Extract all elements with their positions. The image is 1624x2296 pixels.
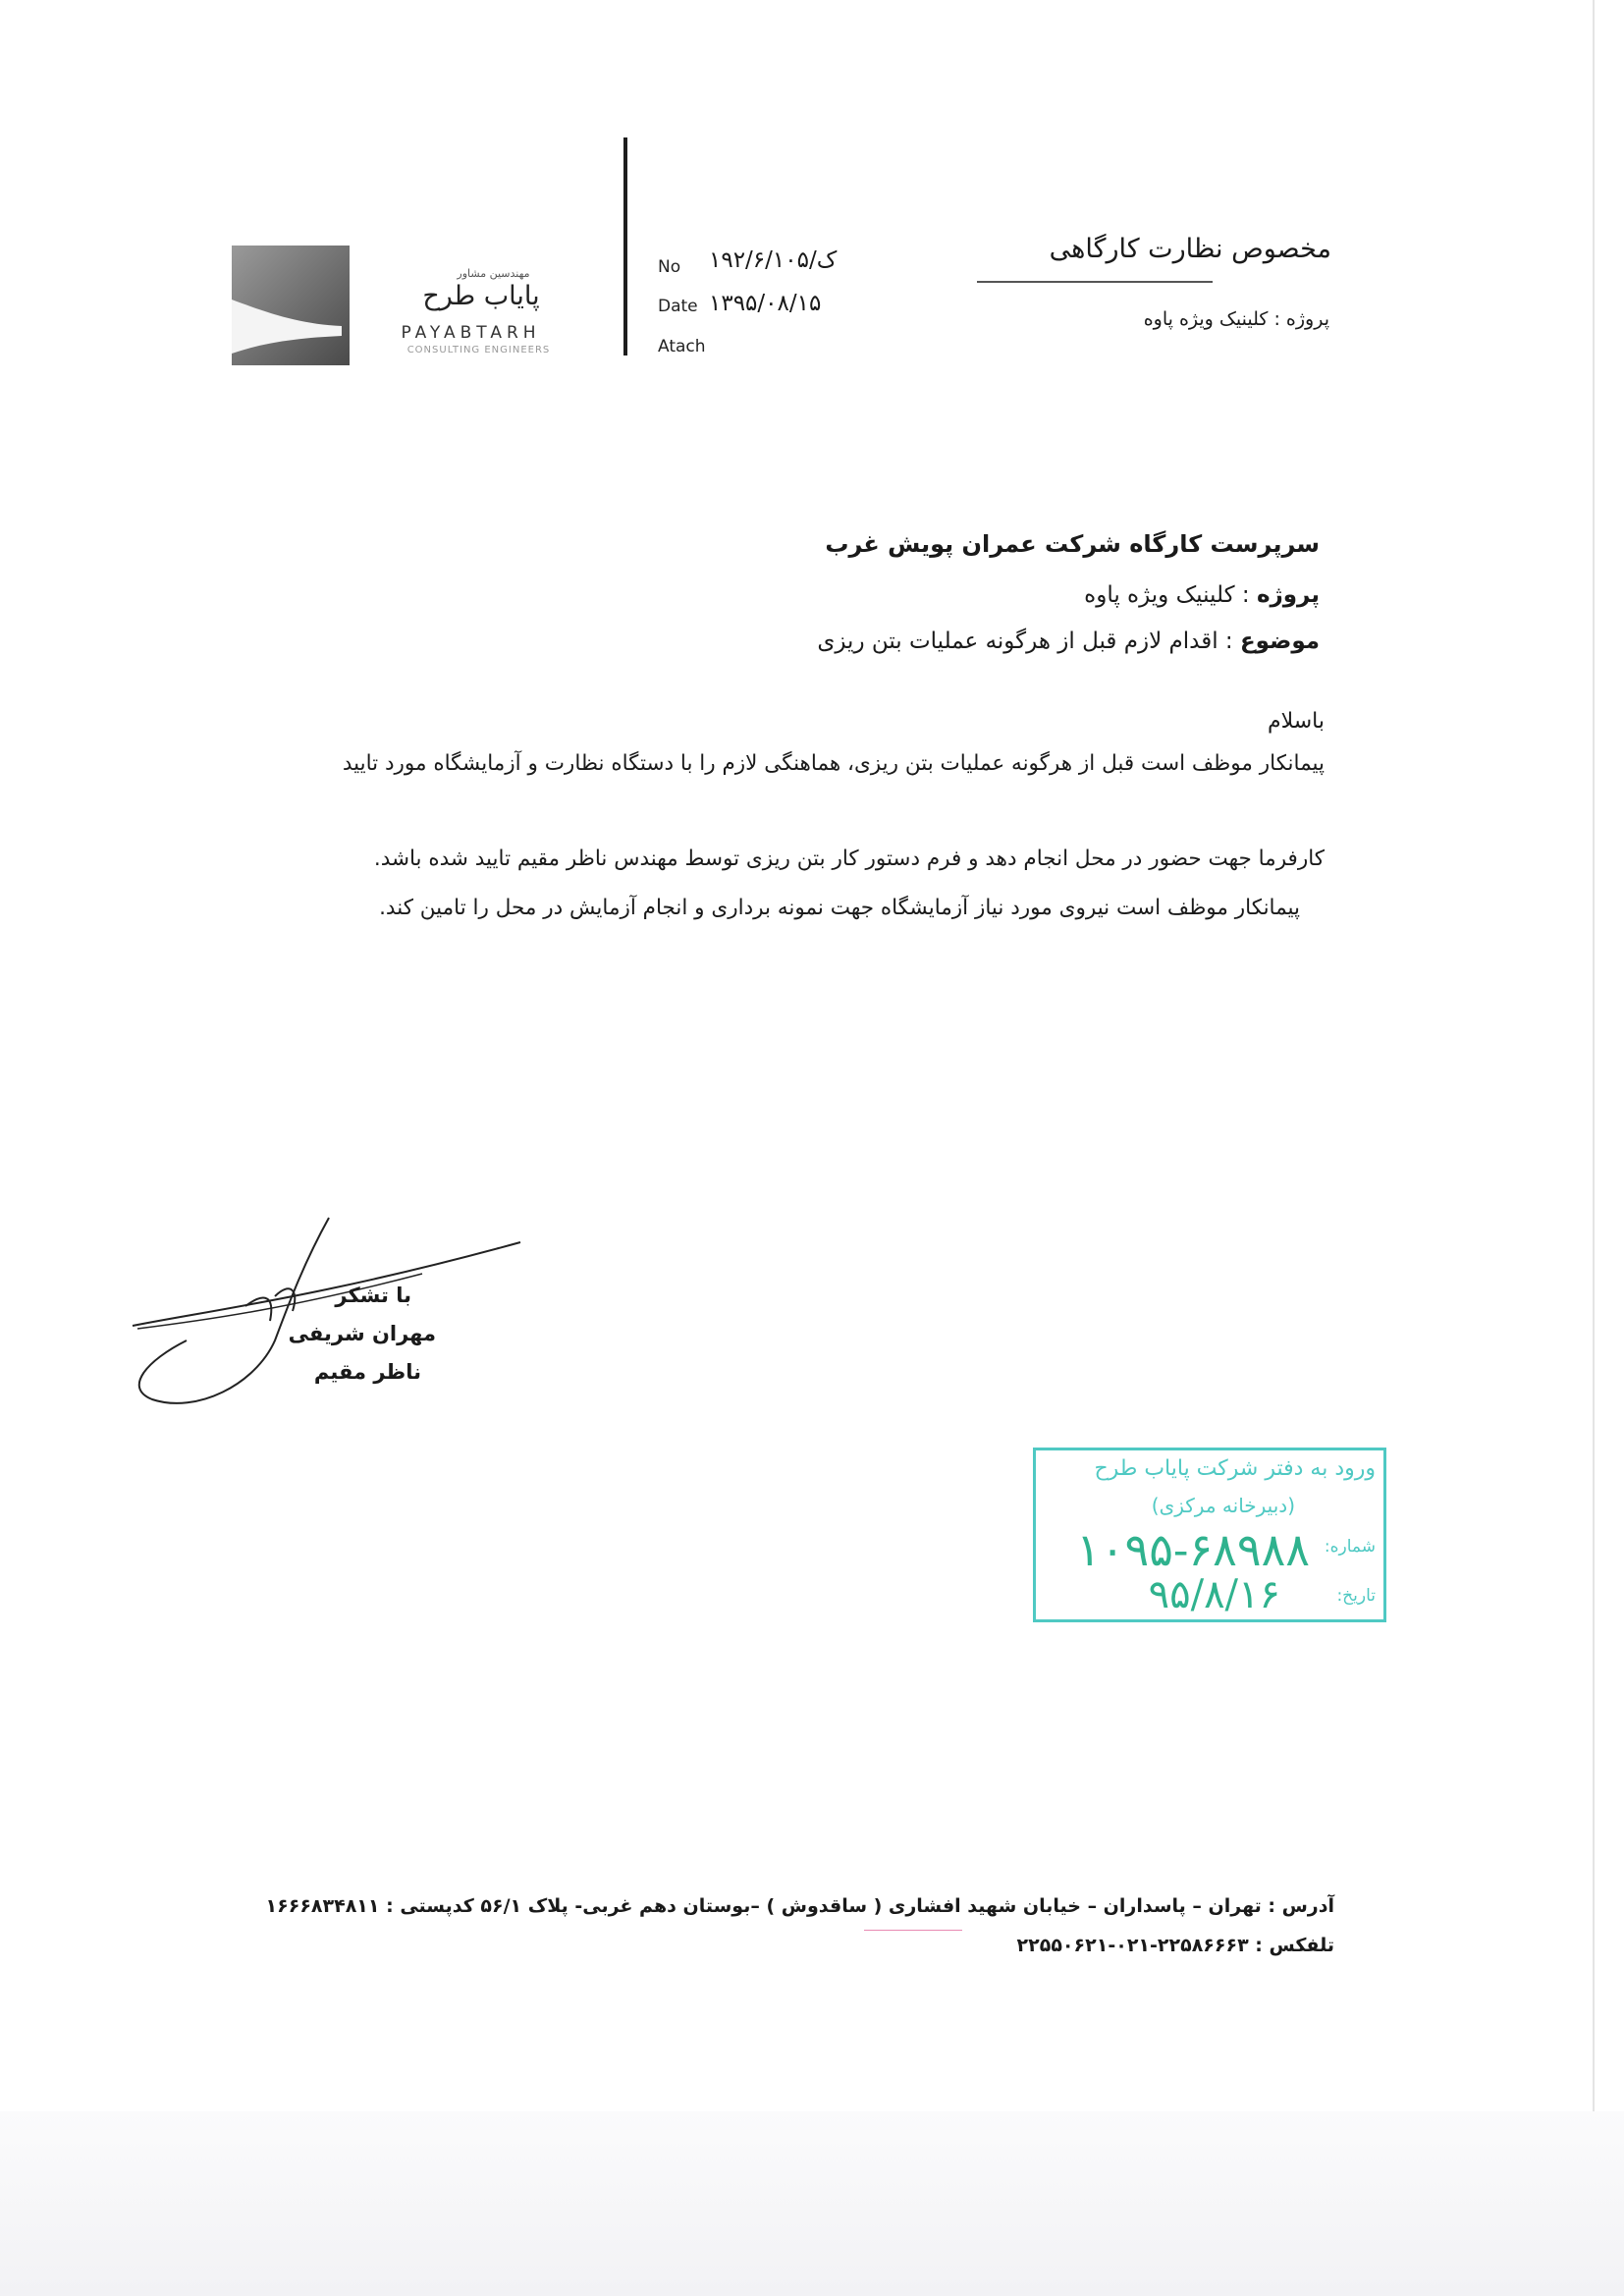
- scan-shading: [0, 2111, 1624, 2296]
- logo-persian-subtitle: مهندسین مشاور: [457, 267, 530, 280]
- project-value: : کلینیک ویژه پاوه: [1084, 582, 1257, 608]
- project-line: [1084, 582, 1320, 608]
- ref-attach-label: Atach: [658, 337, 706, 356]
- signer-name: مهران شریفی: [288, 1322, 436, 1345]
- project-label: پروژه: [1256, 582, 1320, 608]
- ref-date-value: ۱۳۹۵/۰۸/۱۵: [709, 291, 822, 316]
- ref-date-label: Date: [658, 297, 698, 316]
- logo-english-name: PAYABTARH: [401, 323, 541, 343]
- stamp-date-value: ۹۵/۸/۱۶: [1148, 1572, 1280, 1617]
- handwritten-signature: [128, 1213, 530, 1419]
- header-title: مخصوص نظارت کارگاهی: [1049, 234, 1331, 264]
- logo-persian-name: پایاب طرح: [422, 281, 540, 311]
- stamp-title: ورود به دفتر شرکت پایاب طرح: [1094, 1456, 1376, 1481]
- paragraph-1-line-1: پیمانکار موظف است قبل از هرگونه عملیات بتن ریزی، هماهنگی لازم را با دستگاه نظارت و آزمایشگاه مورد تایید: [342, 751, 1325, 776]
- header-project: پروژه : کلینیک ویژه پاوه: [1143, 308, 1329, 330]
- logo-english-subtitle: CONSULTING ENGINEERS: [406, 345, 551, 355]
- salutation: باسلام: [1267, 709, 1325, 734]
- company-logo-mark: [232, 246, 350, 365]
- paragraph-2: پیمانکار موظف است نیروی مورد نیاز آزمایشگاه جهت نمونه برداری و انجام آزمایش در محل را تامین کند.: [379, 896, 1300, 920]
- subject-label: موضوع: [1239, 629, 1320, 654]
- receipt-stamp: [1033, 1448, 1386, 1622]
- header-divider: [623, 137, 627, 355]
- ref-no-value: ۱۹۲/۶/ک/۱۰۵: [709, 247, 838, 273]
- closing-text: با تشکر: [335, 1284, 411, 1307]
- footer-phone: تلفکس : ۲۲۵۸۶۶۶۳-۰۲۱-۲۲۵۵۰۶۲۱: [1016, 1935, 1334, 1956]
- ref-no-label: No: [658, 257, 681, 277]
- stamp-number-value: ۱۰۹۵-۶۸۹۸۸: [1076, 1523, 1310, 1576]
- subject-line: [817, 629, 1320, 654]
- scan-edge: [1593, 0, 1595, 2296]
- stamp-date-label: تاریخ:: [1336, 1586, 1376, 1606]
- signer-role: ناظر مقیم: [313, 1360, 421, 1384]
- paragraph-1-line-2: کارفرما جهت حضور در محل انجام دهد و فرم دستور کار بتن ریزی توسط مهندس ناظر مقیم تایید شده باشد.: [373, 847, 1325, 871]
- recipient-line: سرپرست کارگاه شرکت عمران پویش غرب: [825, 530, 1320, 558]
- stamp-number-label: شماره:: [1324, 1537, 1376, 1557]
- subject-value: : اقدام لازم قبل از هرگونه عملیات بتن ریزی: [817, 629, 1240, 654]
- stamp-subtitle: (دبیرخانه مرکزی): [1151, 1494, 1295, 1517]
- footer-address-underline: [864, 1930, 962, 1931]
- footer-address: آدرس : تهران – پاسداران – خیابان شهید افشاری ( ساقدوش ) –بوستان دهم غربی- پلاک ۵۶/۱ کدپستی : ۱۶۶۶۸۳۴۸۱۱: [265, 1895, 1334, 1917]
- header-title-rule: [977, 281, 1213, 283]
